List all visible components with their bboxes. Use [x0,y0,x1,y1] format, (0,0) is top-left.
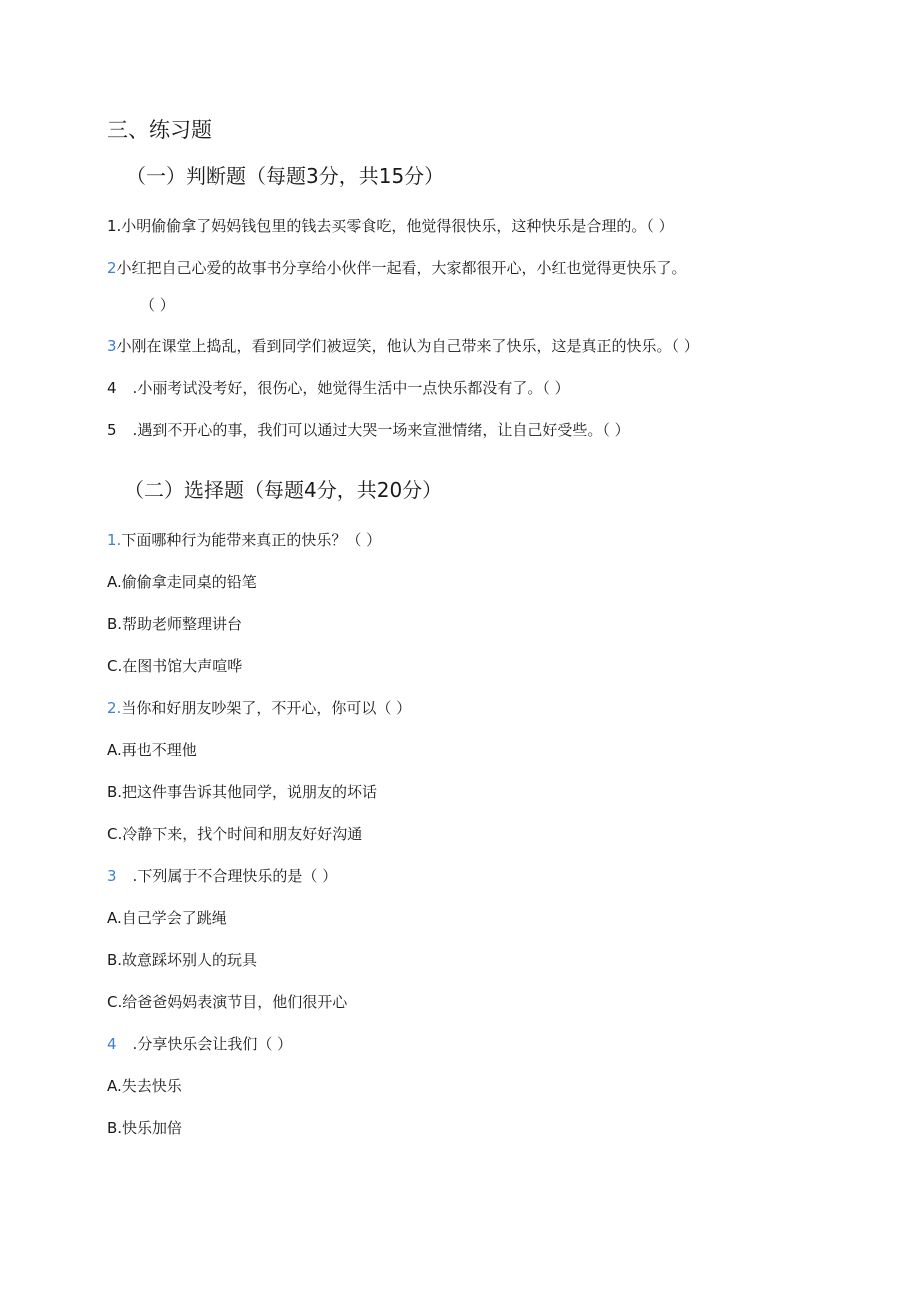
question-number: 1. [107,531,122,549]
part1-question-2 [107,258,687,278]
part1-heading: （一）判断题（每题3分，共15分） [126,164,445,188]
question-number: 4 [107,1035,117,1053]
part2-q1-option-b: B.帮助老师整理讲台 [107,615,243,633]
question-text: .小丽考试没考好，很伤心，她觉得生活中一点快乐都没有了。（ ） [132,379,570,397]
question-text: .分享快乐会让我们（ ） [132,1035,293,1053]
question-number: 3 [107,337,117,355]
part2-q1-option-c: C.在图书馆大声喧哗 [107,657,243,675]
part2-q2-option-b: B.把这件事告诉其他同学，说朋友的坏话 [107,783,378,801]
part2-question-1 [107,530,381,550]
part2-q4-option-a: A.失去快乐 [107,1077,182,1095]
part2-q1-option-a: A.偷偷拿走同桌的铅笔 [107,573,257,591]
question-text: 当你和好朋友吵架了，不开心，你可以（ ） [121,699,412,717]
question-number: 4 [107,379,117,397]
question-number: 2. [107,699,122,717]
question-text: .遇到不开心的事，我们可以通过大哭一场来宣泄情绪，让自己好受些。（ ） [132,421,630,439]
question-number: 5 [107,421,117,439]
question-text: 下面哪种行为能带来真正的快乐？（ ） [121,531,382,549]
part2-question-3 [107,866,337,886]
part1-question-3 [107,336,699,356]
section-title: 三、练习题 [107,118,212,142]
part2-question-2 [107,698,411,718]
part1-question-4 [107,378,570,398]
part2-heading: （二）选择题（每题4分，共20分） [124,478,443,502]
part2-q3-option-c: C.给爸爸妈妈表演节目，他们很开心 [107,993,348,1011]
question-text: 小刚在课堂上捣乱，看到同学们被逗笑，他认为自己带来了快乐，这是真正的快乐。（ ） [116,337,699,355]
part2-question-4 [107,1034,292,1054]
part2-q3-option-a: A.自己学会了跳绳 [107,909,227,927]
part1-question-1: 1.小明偷偷拿了妈妈钱包里的钱去买零食吃，他觉得很快乐，这种快乐是合理的。（ ） [107,217,674,235]
part1-question-2-answer: （ ） [140,296,175,314]
question-number: 3 [107,867,117,885]
part2-q4-option-b: B.快乐加倍 [107,1119,183,1137]
question-text: .下列属于不合理快乐的是（ ） [132,867,338,885]
question-number: 2 [107,259,117,277]
part2-q3-option-b: B.故意踩坏别人的玩具 [107,951,258,969]
part2-q2-option-a: A.再也不理他 [107,741,197,759]
question-text: 小红把自己心爱的故事书分享给小伙伴一起看，大家都很开心，小红也觉得更快乐了。 [116,259,687,277]
part1-question-5 [107,420,630,440]
part2-q2-option-c: C.冷静下来，找个时间和朋友好好沟通 [107,825,363,843]
